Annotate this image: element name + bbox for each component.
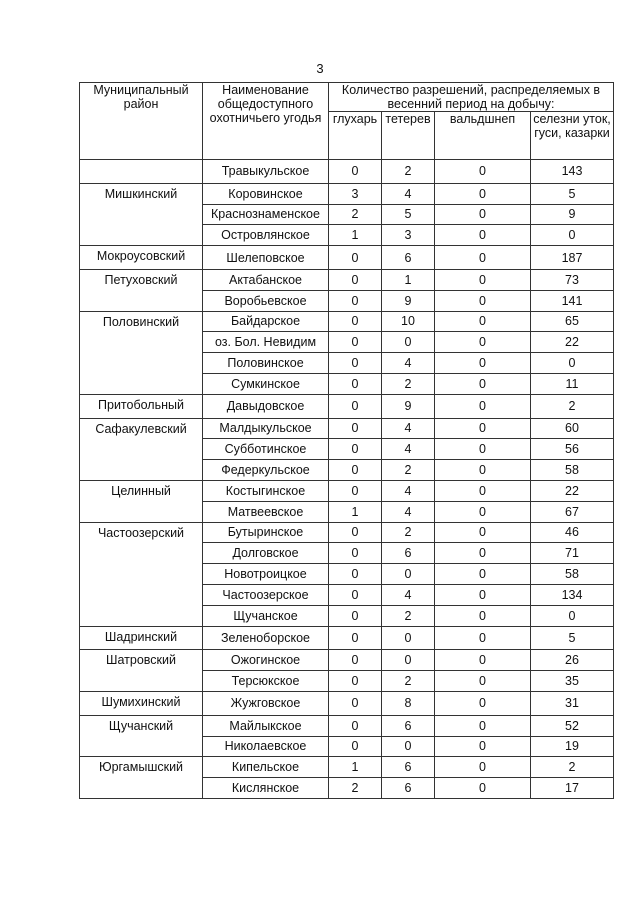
permit-count-cell: 0 — [329, 522, 382, 543]
permit-count-cell: 0 — [382, 736, 435, 757]
table-row — [80, 626, 614, 650]
hunting-area-cell: Кипельское — [203, 757, 329, 778]
hunting-area-cell: Давыдовское — [203, 394, 329, 418]
permit-count-cell: 6 — [382, 757, 435, 778]
permit-count-cell: 0 — [329, 160, 382, 184]
permit-count-cell: 2 — [382, 671, 435, 692]
permit-count-cell: 0 — [435, 501, 531, 522]
permit-count-cell: 4 — [382, 183, 435, 204]
table-row — [80, 757, 614, 778]
permit-count-cell: 17 — [531, 778, 614, 799]
table-row — [80, 650, 614, 671]
table-row — [80, 691, 614, 715]
permit-count-cell: 73 — [531, 269, 614, 290]
permit-count-cell: 2 — [329, 204, 382, 225]
hunting-area-cell: оз. Бол. Невидим — [203, 332, 329, 353]
header-species: вальдшнеп — [435, 112, 531, 160]
permit-count-cell: 1 — [329, 757, 382, 778]
permit-count-cell: 6 — [382, 246, 435, 270]
hunting-area-cell: Шелеповское — [203, 246, 329, 270]
hunting-area-cell: Субботинское — [203, 439, 329, 460]
table-row — [80, 311, 614, 332]
district-cell: Целинный — [80, 480, 203, 522]
hunting-area-cell: Травыкульское — [203, 160, 329, 184]
permit-count-cell: 0 — [382, 564, 435, 585]
table-body — [80, 160, 614, 799]
permit-count-cell: 58 — [531, 564, 614, 585]
permit-count-cell: 6 — [382, 543, 435, 564]
permit-count-cell: 2 — [382, 373, 435, 394]
permit-count-cell: 0 — [329, 715, 382, 736]
permit-count-cell: 2 — [329, 778, 382, 799]
hunting-area-cell: Терсюкское — [203, 671, 329, 692]
permit-count-cell: 8 — [382, 691, 435, 715]
permit-count-cell: 2 — [382, 522, 435, 543]
table-row — [80, 246, 614, 270]
permit-count-cell: 0 — [382, 626, 435, 650]
permit-count-cell: 0 — [329, 353, 382, 374]
permit-count-cell: 0 — [329, 564, 382, 585]
table-row — [80, 183, 614, 204]
permit-count-cell: 0 — [435, 332, 531, 353]
permit-count-cell: 134 — [531, 584, 614, 605]
permit-count-cell: 187 — [531, 246, 614, 270]
district-cell: Половинский — [80, 311, 203, 394]
permit-count-cell: 0 — [435, 671, 531, 692]
hunting-area-cell: Зеленоборское — [203, 626, 329, 650]
permit-count-cell: 0 — [329, 373, 382, 394]
permit-count-cell: 4 — [382, 353, 435, 374]
permit-count-cell: 5 — [531, 183, 614, 204]
permit-count-cell: 0 — [329, 605, 382, 626]
permit-count-cell: 4 — [382, 501, 435, 522]
permit-count-cell: 4 — [382, 418, 435, 439]
permit-count-cell: 31 — [531, 691, 614, 715]
permit-count-cell: 0 — [435, 183, 531, 204]
hunting-area-cell: Николаевское — [203, 736, 329, 757]
district-cell: Юргамышский — [80, 757, 203, 799]
permit-count-cell: 0 — [329, 650, 382, 671]
hunting-area-cell: Бутыринское — [203, 522, 329, 543]
permit-count-cell: 5 — [531, 626, 614, 650]
hunting-area-cell: Островлянское — [203, 225, 329, 246]
permit-count-cell: 9 — [531, 204, 614, 225]
permit-count-cell: 0 — [435, 373, 531, 394]
permit-count-cell: 6 — [382, 778, 435, 799]
table-row — [80, 715, 614, 736]
permit-count-cell: 35 — [531, 671, 614, 692]
permit-count-cell: 0 — [435, 246, 531, 270]
hunting-area-cell: Матвеевское — [203, 501, 329, 522]
table-row — [80, 418, 614, 439]
hunting-area-cell: Костыгинское — [203, 480, 329, 501]
hunting-area-cell: Половинское — [203, 353, 329, 374]
permit-count-cell: 0 — [435, 204, 531, 225]
permit-count-cell: 1 — [329, 501, 382, 522]
header-quantity: Количество разрешений, распределяемых в весенний период на добычу: — [329, 83, 614, 112]
permit-count-cell: 0 — [531, 605, 614, 626]
permit-count-cell: 0 — [329, 418, 382, 439]
permit-count-cell: 0 — [435, 311, 531, 332]
hunting-area-cell: Воробьевское — [203, 290, 329, 311]
permit-count-cell: 71 — [531, 543, 614, 564]
permit-count-cell: 141 — [531, 290, 614, 311]
permit-count-cell: 2 — [382, 460, 435, 481]
permit-count-cell: 52 — [531, 715, 614, 736]
permit-count-cell: 0 — [531, 225, 614, 246]
permit-count-cell: 0 — [329, 246, 382, 270]
district-cell: Петуховский — [80, 269, 203, 311]
permit-count-cell: 0 — [435, 584, 531, 605]
permit-count-cell: 2 — [531, 757, 614, 778]
permit-count-cell: 0 — [329, 736, 382, 757]
permit-count-cell: 0 — [329, 543, 382, 564]
permit-count-cell: 0 — [435, 715, 531, 736]
permit-count-cell: 0 — [329, 626, 382, 650]
district-cell: Шатровский — [80, 650, 203, 692]
permit-count-cell: 0 — [435, 650, 531, 671]
permit-count-cell: 22 — [531, 332, 614, 353]
permit-count-cell: 0 — [329, 394, 382, 418]
permit-count-cell: 0 — [329, 584, 382, 605]
permit-count-cell: 0 — [435, 225, 531, 246]
district-cell: Мокроусовский — [80, 246, 203, 270]
hunting-area-cell: Частоозерское — [203, 584, 329, 605]
permit-count-cell: 0 — [435, 522, 531, 543]
permit-count-cell: 0 — [435, 480, 531, 501]
page-number: 3 — [316, 61, 324, 76]
permit-count-cell: 0 — [435, 564, 531, 585]
permit-count-cell: 10 — [382, 311, 435, 332]
district-cell: Шадринский — [80, 626, 203, 650]
district-cell: Частоозерский — [80, 522, 203, 626]
permit-count-cell: 0 — [435, 290, 531, 311]
permit-count-cell: 0 — [435, 418, 531, 439]
hunting-area-cell: Жужговское — [203, 691, 329, 715]
hunting-area-cell: Новотроицкое — [203, 564, 329, 585]
hunting-area-cell: Щучанское — [203, 605, 329, 626]
permit-count-cell: 0 — [329, 691, 382, 715]
district-cell: Притобольный — [80, 394, 203, 418]
permit-count-cell: 4 — [382, 439, 435, 460]
permit-count-cell: 0 — [435, 736, 531, 757]
permit-count-cell: 56 — [531, 439, 614, 460]
permit-count-cell: 19 — [531, 736, 614, 757]
hunting-area-cell: Кислянское — [203, 778, 329, 799]
permit-count-cell: 0 — [435, 626, 531, 650]
permit-count-cell: 3 — [382, 225, 435, 246]
permit-count-cell: 0 — [329, 290, 382, 311]
permit-count-cell: 0 — [329, 332, 382, 353]
district-cell: Сафакулевский — [80, 418, 203, 480]
hunting-area-cell: Краснознаменское — [203, 204, 329, 225]
hunting-area-cell: Малдыкульское — [203, 418, 329, 439]
hunting-area-cell: Майлыкское — [203, 715, 329, 736]
district-cell: Мишкинский — [80, 183, 203, 245]
table-row — [80, 394, 614, 418]
table-row — [80, 160, 614, 184]
permit-count-cell: 22 — [531, 480, 614, 501]
hunting-area-cell: Федеркульское — [203, 460, 329, 481]
district-cell: Щучанский — [80, 715, 203, 757]
permit-count-cell: 2 — [382, 160, 435, 184]
permit-count-cell: 3 — [329, 183, 382, 204]
permit-count-cell: 0 — [329, 311, 382, 332]
permit-count-cell: 65 — [531, 311, 614, 332]
permit-count-cell: 0 — [329, 269, 382, 290]
permit-count-cell: 0 — [435, 394, 531, 418]
hunting-area-cell: Байдарское — [203, 311, 329, 332]
district-cell — [80, 160, 203, 184]
permit-count-cell: 0 — [382, 332, 435, 353]
permit-count-cell: 1 — [382, 269, 435, 290]
permits-table — [79, 82, 614, 799]
permit-count-cell: 1 — [329, 225, 382, 246]
header-species: селезни уток, гуси, казарки — [531, 112, 614, 160]
permit-count-cell: 4 — [382, 584, 435, 605]
permit-count-cell: 0 — [435, 160, 531, 184]
hunting-area-cell: Долговское — [203, 543, 329, 564]
permit-count-cell: 0 — [531, 353, 614, 374]
permit-count-cell: 46 — [531, 522, 614, 543]
permit-count-cell: 11 — [531, 373, 614, 394]
permit-count-cell: 9 — [382, 394, 435, 418]
permit-count-cell: 2 — [382, 605, 435, 626]
hunting-area-cell: Сумкинское — [203, 373, 329, 394]
permit-count-cell: 0 — [329, 480, 382, 501]
permit-count-cell: 6 — [382, 715, 435, 736]
header-district: Муниципальный район — [80, 83, 203, 160]
permit-count-cell: 0 — [382, 650, 435, 671]
permit-count-cell: 0 — [435, 757, 531, 778]
permit-count-cell: 5 — [382, 204, 435, 225]
hunting-area-cell: Коровинское — [203, 183, 329, 204]
permit-count-cell: 2 — [531, 394, 614, 418]
permit-count-cell: 26 — [531, 650, 614, 671]
permit-count-cell: 4 — [382, 480, 435, 501]
permit-count-cell: 0 — [435, 778, 531, 799]
header-hunting-area: Наименование общедоступного охотничьего угодья — [203, 83, 329, 160]
permit-count-cell: 0 — [435, 543, 531, 564]
permit-count-cell: 0 — [435, 460, 531, 481]
permit-count-cell: 0 — [329, 439, 382, 460]
permit-count-cell: 0 — [329, 460, 382, 481]
permit-count-cell: 0 — [435, 691, 531, 715]
hunting-area-cell: Актабанское — [203, 269, 329, 290]
permit-count-cell: 0 — [435, 605, 531, 626]
permit-count-cell: 9 — [382, 290, 435, 311]
permit-count-cell: 67 — [531, 501, 614, 522]
permit-count-cell: 58 — [531, 460, 614, 481]
permit-count-cell: 0 — [435, 353, 531, 374]
hunting-area-cell: Ожогинское — [203, 650, 329, 671]
permit-count-cell: 143 — [531, 160, 614, 184]
table-row — [80, 522, 614, 543]
permit-count-cell: 0 — [329, 671, 382, 692]
table-row — [80, 480, 614, 501]
permit-count-cell: 0 — [435, 439, 531, 460]
district-cell: Шумихинский — [80, 691, 203, 715]
header-species: тетерев — [382, 112, 435, 160]
header-species: глухарь — [329, 112, 382, 160]
permit-count-cell: 60 — [531, 418, 614, 439]
table-row — [80, 269, 614, 290]
permit-count-cell: 0 — [435, 269, 531, 290]
